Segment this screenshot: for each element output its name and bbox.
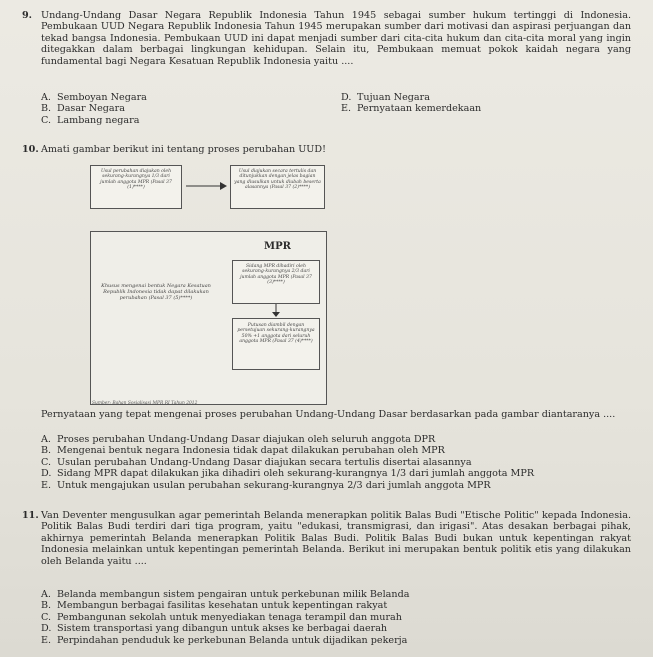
diagram-box-written: Usul diajukan secara tertulis dan ditunjukkan dengan jelas bagian yang diusulkan untuk diubah beserta alasannya (Pasal 37 (2)****) [230,165,325,209]
question-intro: Amati gambar berikut ini tentang proses perubahan UUD! [41,144,326,155]
arrow-down-icon [271,304,281,318]
question-text: Pernyataan yang tepat mengenai proses perubahan Undang-Undang Dasar berdasarkan pada gambar diantaranya .... [41,409,616,420]
option-a[interactable]: A. Semboyan Negara [41,92,147,103]
question-text [41,510,631,567]
options-q11 [41,589,631,646]
options-q10 [41,434,631,491]
mpr-label: MPR [264,241,291,252]
diagram-box-quorum: Sidang MPR dihadiri oleh sekurang-kurangnya 2/3 dari jumlah anggota MPR (Pasal 37 (3)****) [232,260,320,304]
option-d[interactable]: D. Tujuan Negara [341,92,430,103]
option-b[interactable]: B. Membangun berbagai fasilitas kesehatan untuk kepentingan rakyat [41,600,388,612]
question-body: Van Deventer mengusulkan agar pemerintah Belanda menerapkan politik Balas Budi "Etische Politic" kepada Indonesia. Politik Balas Budi terdiri dari tiga program, yaitu "edukasi, transmigrasi, dan irigasi". Atas desakan berbagai pihak, akhirnya pemerintah Belanda menerapkan Politik Balas Budi. Politik Balas Budi bukan untuk kepentingan rakyat Indonesia melainkan untuk kepentingan pemerintah Belanda. Berikut ini merupakan bentuk politik etis yang dilakukan oleh Belanda yaitu .... [41,510,631,567]
diagram-box-decision: Putusan diambil dengan persetujuan sekurang-kurangnya 50% +1 anggota dari seluruh anggota MPR (Pasal 37 (4)****) [232,318,320,370]
option-d[interactable]: D. Sidang MPR dapat dilakukan jika dihadiri oleh sekurang-kurangnya 1/3 dari jumlah anggota MPR [41,468,535,480]
question-body: Undang-Undang Dasar Negara Republik Indonesia Tahun 1945 sebagai sumber hukum tertinggi di Indonesia. Pembukaan UUD Negara Republik Indonesia Tahun 1945 merupakan sumber dari motivasi dan aspirasi perjuangan dan tekad bangsa Indonesia. Pembukaan UUD ini dapat menjadi sumber dari cita-cita hukum dan cita-cita moral yang ingin ditegakkan dalam berbagai lingkungan kehidupan. Selain itu, Pembukaan memuat pokok kaidah negara yang fundamental bagi Negara Kesatuan Republik Indonesia yaitu .... [41,10,631,67]
option-a[interactable]: A. Proses perubahan Undang-Undang Dasar diajukan oleh seluruh anggota DPR [41,434,436,445]
options-q9 [41,92,631,126]
option-c[interactable]: C. Pembangunan sekolah untuk menyediakan tenaga terampil dan murah [41,611,402,623]
option-b[interactable]: B. Dasar Negara [41,103,125,115]
question-text [41,10,631,90]
question-number: 10. [22,144,39,155]
question-number: 11. [22,510,39,521]
diagram-source: Sumber: Bahan Sosialisasi MPR RI Tahun 2012 [92,401,198,406]
arrow-right-icon [184,179,228,193]
option-e[interactable]: E. Pernyataan kemerdekaan [341,103,482,115]
option-d[interactable]: D. Sistem transportasi yang dibangun untuk akses ke berbagai daerah [41,623,388,635]
option-a[interactable]: A. Belanda membangun sistem pengairan untuk perkebunan milik Belanda [41,589,410,600]
uud-amendment-diagram [90,165,325,405]
question-number: 9. [22,10,33,21]
diagram-box-proposal: Usul perubahan diajukan oleh sekurang-kurangnya 1/3 dari jumlah anggota MPR (Pasal 37 (1)****) [90,165,182,209]
option-e[interactable]: E. Untuk mengajukan usulan perubahan sekurang-kurangnya 2/3 dari jumlah anggota MPR [41,479,491,491]
option-e[interactable]: E. Perpindahan penduduk ke perkebunan Belanda untuk dijadikan pekerja [41,634,408,646]
option-b[interactable]: B. Mengenai bentuk negara Indonesia tidak dapat dilakukan perubahan oleh MPR [41,445,445,457]
diagram-note-unitary-state: Khusus mengenai bentuk Negara Kesatuan Republik Indonesia tidak dapat dilakukan perubahan (Pasal 37 (5)****) [101,283,211,301]
option-c[interactable]: C. Usulan perubahan Undang-Undang Dasar diajukan secara tertulis disertai alasannya [41,456,472,468]
option-c[interactable]: C. Lambang negara [41,114,140,126]
